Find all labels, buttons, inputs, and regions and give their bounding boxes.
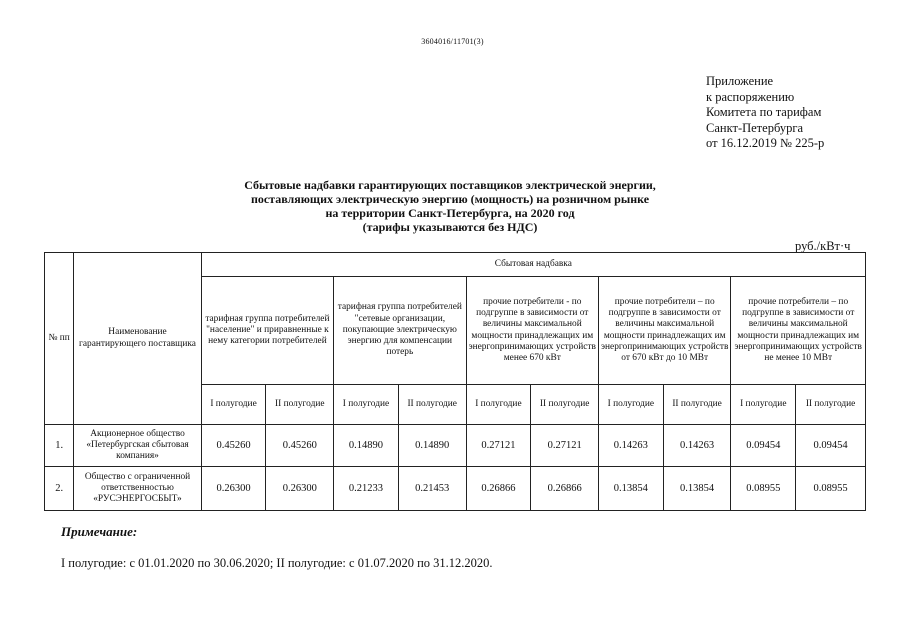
table-cell: 0.13854 <box>663 467 731 511</box>
table-cell: 0.14263 <box>599 425 664 467</box>
appendix-line: к распоряжению <box>706 89 795 104</box>
table-row <box>45 425 866 467</box>
table-header-row <box>45 253 866 277</box>
header-half-2: II полугодие <box>796 385 866 425</box>
appendix-line: Комитета по тарифам <box>706 105 822 120</box>
title-line: (тарифы указываются без НДС) <box>362 220 538 234</box>
table-cell: 0.14890 <box>334 425 399 467</box>
appendix-line: Приложение <box>706 74 774 88</box>
appendix-line: Санкт-Петербурга <box>706 120 804 135</box>
appendix-line: от 16.12.2019 № 225-р <box>706 136 825 151</box>
header-group-under-670kw: прочие потребители - по подгруппе в зависимости от величины максимальной мощности принадлежащих им энергопринимающих устройств менее 670 кВт <box>466 277 598 385</box>
table-cell: 0.08955 <box>796 467 866 511</box>
header-half-2: II полугодие <box>663 385 731 425</box>
table-cell: 0.26866 <box>531 467 599 511</box>
header-half-1: I полугодие <box>731 385 796 425</box>
title-line: поставляющих электрическую энергию (мощность) на розничном рынке <box>250 192 650 206</box>
row-num: 2. <box>45 467 74 511</box>
table-cell: 0.26866 <box>466 467 531 511</box>
row-supplier-name: Акционерное общество «Петербургская сбытовая компания» <box>74 425 201 467</box>
header-half-1: I полугодие <box>466 385 531 425</box>
tariff-table <box>44 252 866 511</box>
document-id: 3604016/11701(3) <box>421 37 484 46</box>
table-cell: 0.21453 <box>398 467 466 511</box>
table-cell: 0.14263 <box>663 425 731 467</box>
header-half-2: II полугодие <box>531 385 599 425</box>
table-cell: 0.45260 <box>201 425 266 467</box>
header-group-over-10mw: прочие потребители – по подгруппе в зависимости от величины максимальной мощности принадлежащих им энергопринимающих устройств не менее 10 МВт <box>731 277 866 385</box>
table-cell: 0.09454 <box>796 425 866 467</box>
appendix-block <box>706 74 824 152</box>
header-half-1: I полугодие <box>201 385 266 425</box>
table-cell: 0.27121 <box>531 425 599 467</box>
note-label: Примечание: <box>61 524 138 539</box>
row-num: 1. <box>45 425 74 467</box>
header-supplier-name: Наименование гарантирующего поставщика <box>74 253 201 425</box>
table-cell: 0.13854 <box>599 467 664 511</box>
header-group-population: тарифная группа потребителей "население" и приравненные к нему категории потребителей <box>201 277 333 385</box>
header-half-1: I полугодие <box>599 385 664 425</box>
table-cell: 0.45260 <box>266 425 334 467</box>
header-half-2: II полугодие <box>398 385 466 425</box>
title-line: на территории Санкт-Петербурга, на 2020 год <box>325 206 575 220</box>
note-text: I полугодие: с 01.01.2020 по 30.06.2020; II полугодие: с 01.07.2020 по 31.12.2020. <box>61 556 493 570</box>
header-half-2: II полугодие <box>266 385 334 425</box>
table-cell: 0.21233 <box>334 467 399 511</box>
table-cell: 0.14890 <box>398 425 466 467</box>
table-cell: 0.26300 <box>201 467 266 511</box>
table-row <box>45 467 866 511</box>
unit-label: руб./кВт·ч <box>795 239 851 253</box>
table-cell: 0.09454 <box>731 425 796 467</box>
header-markup: Сбытовая надбавка <box>201 253 865 277</box>
table-cell: 0.27121 <box>466 425 531 467</box>
document-title <box>90 178 810 234</box>
header-group-670kw-10mw: прочие потребители – по подгруппе в зависимости от величины максимальной мощности принадлежащих им энергопринимающих устройств от 670 кВт до 10 МВт <box>599 277 731 385</box>
row-supplier-name: Общество с ограниченной ответственностью «РУСЭНЕРГОСБЫТ» <box>74 467 201 511</box>
header-group-network-orgs: тарифная группа потребителей "сетевые организации, покупающие электрическую энергию для компенсации потерь <box>334 277 466 385</box>
header-half-1: I полугодие <box>334 385 399 425</box>
title-line: Сбытовые надбавки гарантирующих поставщиков электрической энергии, <box>244 178 656 192</box>
table-cell: 0.08955 <box>731 467 796 511</box>
table-cell: 0.26300 <box>266 467 334 511</box>
header-num: № пп <box>45 253 74 425</box>
